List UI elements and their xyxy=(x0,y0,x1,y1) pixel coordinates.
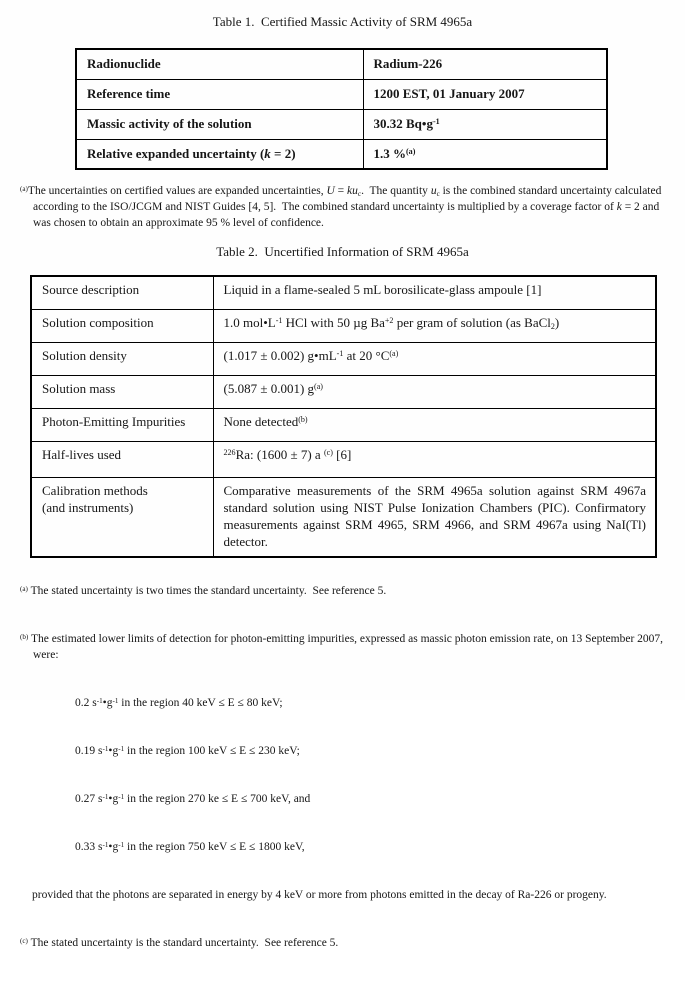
table-row xyxy=(76,139,607,169)
table-row xyxy=(31,276,656,309)
row-value-cell: None detected$^{(b)}$ xyxy=(213,408,656,441)
certified-activity-table xyxy=(75,48,608,170)
row-value-cell: Radium-226 xyxy=(363,49,607,79)
footnote-b-provided: provided that the photons are separated in energy by 4 keV or more from photons emitted in the decay of Ra-226 or progeny. xyxy=(32,889,607,901)
table-row xyxy=(76,49,607,79)
footnote-b-item: 0.19 $s^{-1}•g^{-1}$ in the region 100 keV ≤ E ≤ 230 keV; xyxy=(75,744,300,757)
table2-caption: Table 2. Uncertified Information of SRM 4965a xyxy=(216,244,469,259)
row-label-cell: Solution density xyxy=(31,342,213,375)
row-value-cell: 1.3 %$^{(a)}$ xyxy=(363,139,607,169)
row-value-cell: $^{226}$Ra: (1600 ± 7) a $^{(c)}$ [6] xyxy=(213,441,656,477)
row-label-cell: Radionuclide xyxy=(76,49,363,79)
table-row xyxy=(76,109,607,139)
row-label-cell: Source description xyxy=(31,276,213,309)
row-label-cell: Half-lives used xyxy=(31,441,213,477)
row-label-cell: Solution mass xyxy=(31,375,213,408)
footnote-c: $^{(c)}$ The stated uncertainty is the standard uncertainty. See reference 5. xyxy=(20,936,339,949)
row-label-cell: Reference time xyxy=(76,79,363,109)
row-value-cell: (5.087 ± 0.001) $g^{(a)}$ xyxy=(213,375,656,408)
table-row xyxy=(31,309,656,342)
footnote-b-item: 0.33 $s^{-1}•g^{-1}$ in the region 750 keV ≤ E ≤ 1800 keV, xyxy=(75,840,305,853)
row-label-cell: Solution composition xyxy=(31,309,213,342)
table1-footnote: $^{(a)}$The uncertainties on certified values are expanded uncertainties, $U = ku_c$. The quantity $u_c$ is the combined standard uncertainty calculated according to the ISO/JCGM and NIST Guides [4, 5]. The combined standard uncertainty is multiplied by a coverage factor of k = 2 and was chosen to obtain an approximate 95 % level of confidence. xyxy=(20,184,665,229)
footnote-a: $^{(a)}$ The stated uncertainty is two times the standard uncertainty. See reference 5. xyxy=(20,584,387,597)
table2-footnotes xyxy=(20,551,672,983)
row-value-cell: 30.32 $Bq•g^{-1}$ xyxy=(363,109,607,139)
row-value-cell: 1200 EST, 01 January 2007 xyxy=(363,79,607,109)
footnote-b: $^{(b)}$ The estimated lower limits of detection for photon-emitting impurities, expressed as massic photon emission rate, on 13 September 2007, were: xyxy=(20,632,666,661)
row-value-cell: Liquid in a flame-sealed 5 mL borosilicate-glass ampoule [1] xyxy=(213,276,656,309)
row-value-cell: (1.017 ± 0.002) $g•mL^{-1}$ at 20 $^\circ C^{(a)}$ xyxy=(213,342,656,375)
footnote-b-item: 0.27 $s^{-1}•g^{-1}$ in the region 270 ke ≤ E ≤ 700 keV, and xyxy=(75,792,311,805)
row-value-cell: Comparative measurements of the SRM 4965a solution against SRM 4967a standard solution using NIST Pulse Ionization Chambers (PIC). Confirmatory measurements against SRM 4965, SRM 4966, and SRM 4967a using NaI(Tl) detector. xyxy=(213,477,656,557)
row-label-cell: Photon-Emitting Impurities xyxy=(31,408,213,441)
table-row xyxy=(76,79,607,109)
table-row xyxy=(31,408,656,441)
table-row xyxy=(31,342,656,375)
footnote-b-item: 0.2 $s^{-1}•g^{-1}$ in the region 40 keV ≤ E ≤ 80 keV; xyxy=(75,696,283,709)
row-label-cell: Massic activity of the solution xyxy=(76,109,363,139)
table-row xyxy=(31,477,656,557)
table-row xyxy=(31,375,656,408)
uncertified-information-table xyxy=(30,275,657,558)
row-label-cell: Relative expanded uncertainty (k = 2) xyxy=(76,139,363,169)
table-row xyxy=(31,441,656,477)
table1-caption: Table 1. Certified Massic Activity of SRM 4965a xyxy=(212,14,473,29)
row-label-cell: Calibration methods (and instruments) xyxy=(31,477,213,557)
row-value-cell: 1.0 $mol•L^{-1}$ HCl with 50 µg $Ba^{+2}$ per gram of solution (as BaCl$_2$) xyxy=(213,309,656,342)
